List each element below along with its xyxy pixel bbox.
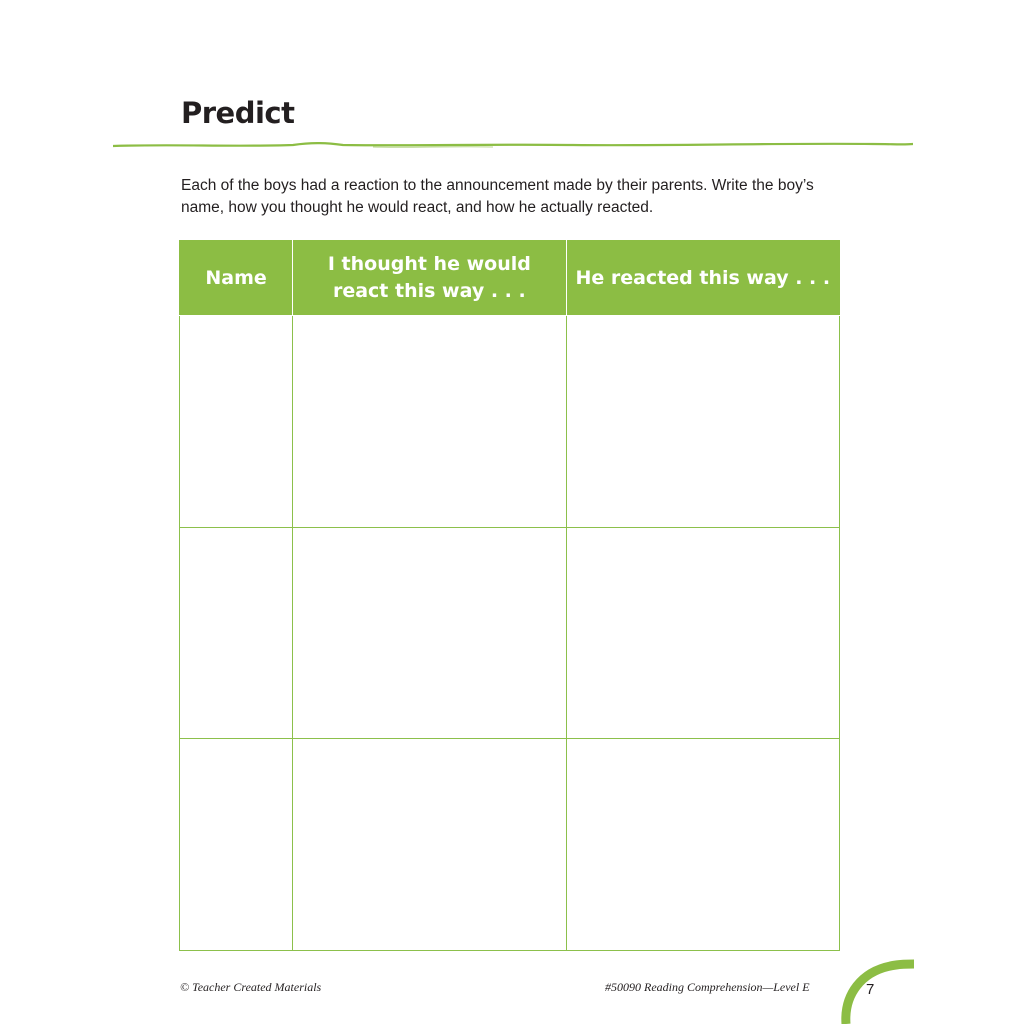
page-corner-decoration xyxy=(838,956,914,1024)
reacted-cell[interactable] xyxy=(566,739,839,951)
name-cell[interactable] xyxy=(180,527,293,739)
page-number: 7 xyxy=(866,981,875,998)
table-header-row xyxy=(180,241,840,316)
footer-product: #50090 Reading Comprehension—Level E xyxy=(605,980,810,994)
header-reacted: He reacted this way . . . xyxy=(566,241,839,316)
header-name: Name xyxy=(180,241,293,316)
table-row xyxy=(180,527,840,739)
table-row xyxy=(180,316,840,528)
prediction-table xyxy=(179,240,840,951)
header-thought-line1: I thought he would xyxy=(327,253,531,275)
thought-cell[interactable] xyxy=(293,739,566,951)
footer-copyright: © Teacher Created Materials xyxy=(180,980,322,994)
name-cell[interactable] xyxy=(180,739,293,951)
reacted-cell[interactable] xyxy=(566,316,839,528)
page-title: Predict xyxy=(181,96,295,130)
thought-cell[interactable] xyxy=(293,316,566,528)
thought-cell[interactable] xyxy=(293,527,566,739)
reacted-cell[interactable] xyxy=(566,527,839,739)
header-thought xyxy=(293,241,566,316)
name-cell[interactable] xyxy=(180,316,293,528)
header-thought-line2: react this way . . . xyxy=(332,280,526,302)
instructions-text: Each of the boys had a reaction to the announcement made by their parents. Write the boy’s name, how you thought he would react, and how he actually reacted. xyxy=(181,177,814,216)
title-underline xyxy=(113,138,913,152)
table-row xyxy=(180,739,840,951)
